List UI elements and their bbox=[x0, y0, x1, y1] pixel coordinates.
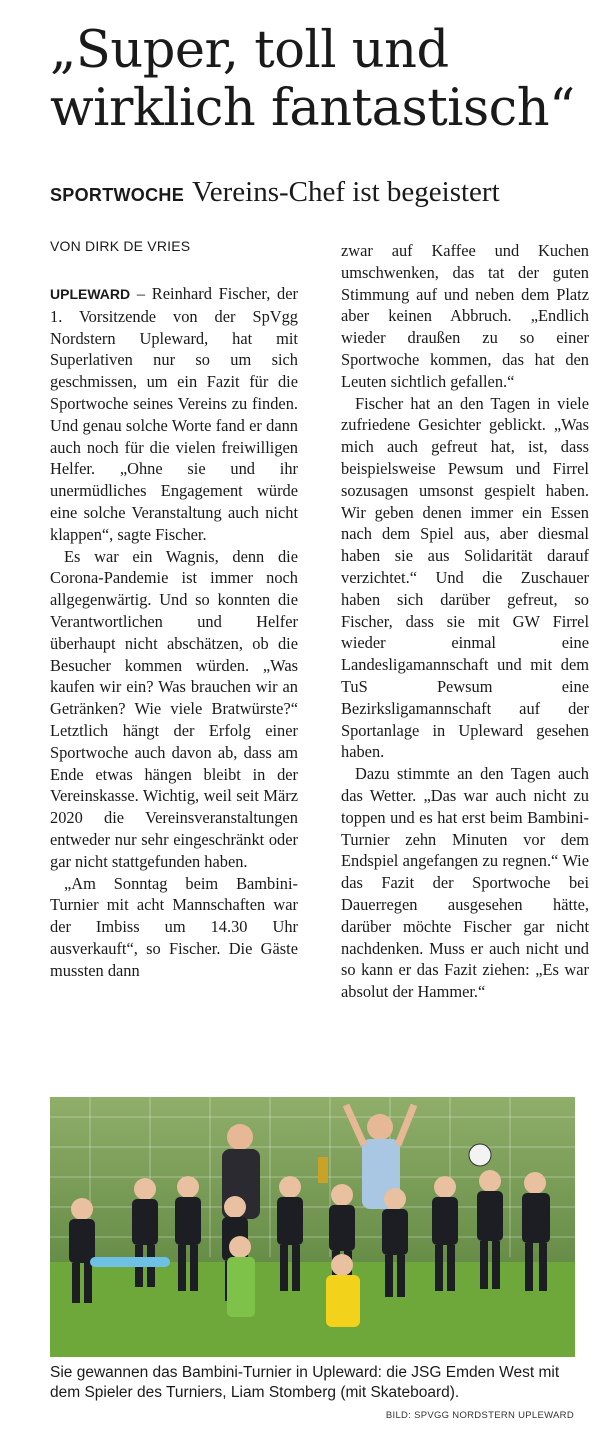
paragraph: zwar auf Kaffee und Kuchen umschwenken, das tat der guten Stimmung auf und neben dem Platz aber keinen Abbruch. „Endlich wieder draußen zu so einer Sportwoche kommen, das hat den Leuten sichtlich gefallen.“ bbox=[341, 241, 589, 391]
team-photo-illustration bbox=[50, 1097, 575, 1357]
photo-credit: BILD: SPVGG NORDSTERN UPLEWARD bbox=[385, 1410, 574, 1421]
paragraph: Es war ein Wagnis, denn die Corona-Pandemie ist immer noch allgegenwärtig. Und so konnten die Verantwortlichen und Helfer überhaupt nicht abschätzen, ob die Besucher kommen würden. „Was kaufen wir ein? Was brauchen wir an Getränken? Wie viele Bratwürste?“ Letztlich hängt der Erfolg einer Sportwoche auch davon ab, dass am Ende etwas hängen bleibt in der Vereinskasse. Wichtig, weil seit März 2020 die Vereinsveranstaltungen entweder nur sehr eingeschränkt oder gar nicht stattgefunden haben. bbox=[50, 546, 298, 871]
paragraph: Dazu stimmte an den Tagen auch das Wetter. „Das war auch nicht zu toppen und es hat erst beim Bambini-Turnier zehn Minuten vor dem Endspiel angefangen zu regnen.“ Wie das Fazit der Sportwoche bei Dauerregen ausgesehen hätte, darüber möchte Fischer gar nicht nachdenken. Muss er auch nicht und so kann er das Fazit ziehen: „Es war absolut der Hammer.“ bbox=[341, 764, 589, 1002]
paragraph-text: – Reinhard Fischer, der 1. Vorsitzende von der SpVgg Nordstern Upleward, hat mit Superlativen nur so um sich geschmissen, um ein Fazit für die Sportwoche seines Vereins zu finden. Und genau solche Worte fand er dann auch noch für die vielen freiwilligen Helfer. „Ohne sie und ihr unermüdliches Engagement würde eine solche Veranstaltung auch nicht klappen“, sagte Fischer. bbox=[50, 284, 298, 544]
byline: VON DIRK DE VRIES bbox=[50, 238, 191, 254]
paragraph: Fischer hat an den Tagen in viele zufriedene Gesichter geblickt. „Was mich auch gefreut hat, ist, dass beispielsweise Pewsum und Firrel sozusagen umsonst gespielt haben. Wir geben denen immer ein Essen nach dem Spiel aus, aber diesmal haben sie aus Solidarität darauf verzichtet.“ Und die Zuschauer haben sich darüber gefreut, so Fischer, dass sie mit GW Firrel wieder einmal eine Landesligamannschaft und mit dem TuS Pewsum eine Bezirksligamannschaft auf der Sportanlage in Upleward gesehen haben. bbox=[341, 393, 589, 762]
subheadline-row bbox=[50, 176, 590, 209]
subheadline: Vereins-Chef ist begeistert bbox=[192, 176, 500, 208]
photo-caption: Sie gewannen das Bambini-Turnier in Upleward: die JSG Emden West mit dem Spieler des Turniers, Liam Stomberg (mit Skateboard). bbox=[50, 1364, 560, 1401]
paragraph bbox=[50, 283, 298, 546]
paragraph: „Am Sonntag beim Bambini-Turnier mit acht Mannschaften war der Imbiss um 14.30 Uhr ausverkauft“, so Fischer. Die Gäste mussten dann bbox=[50, 873, 298, 980]
skateboard bbox=[90, 1257, 170, 1267]
trophy bbox=[318, 1157, 328, 1183]
article-column-2 bbox=[341, 240, 589, 1003]
kicker: SPORTWOCHE bbox=[50, 185, 185, 205]
dateline: UPLEWARD bbox=[50, 286, 131, 302]
team-photo bbox=[50, 1097, 575, 1357]
headline: „Super, toll und wirklich fantastisch“ bbox=[50, 21, 575, 138]
player-green bbox=[227, 1236, 255, 1317]
football bbox=[469, 1144, 491, 1166]
article-column-1 bbox=[50, 283, 298, 982]
